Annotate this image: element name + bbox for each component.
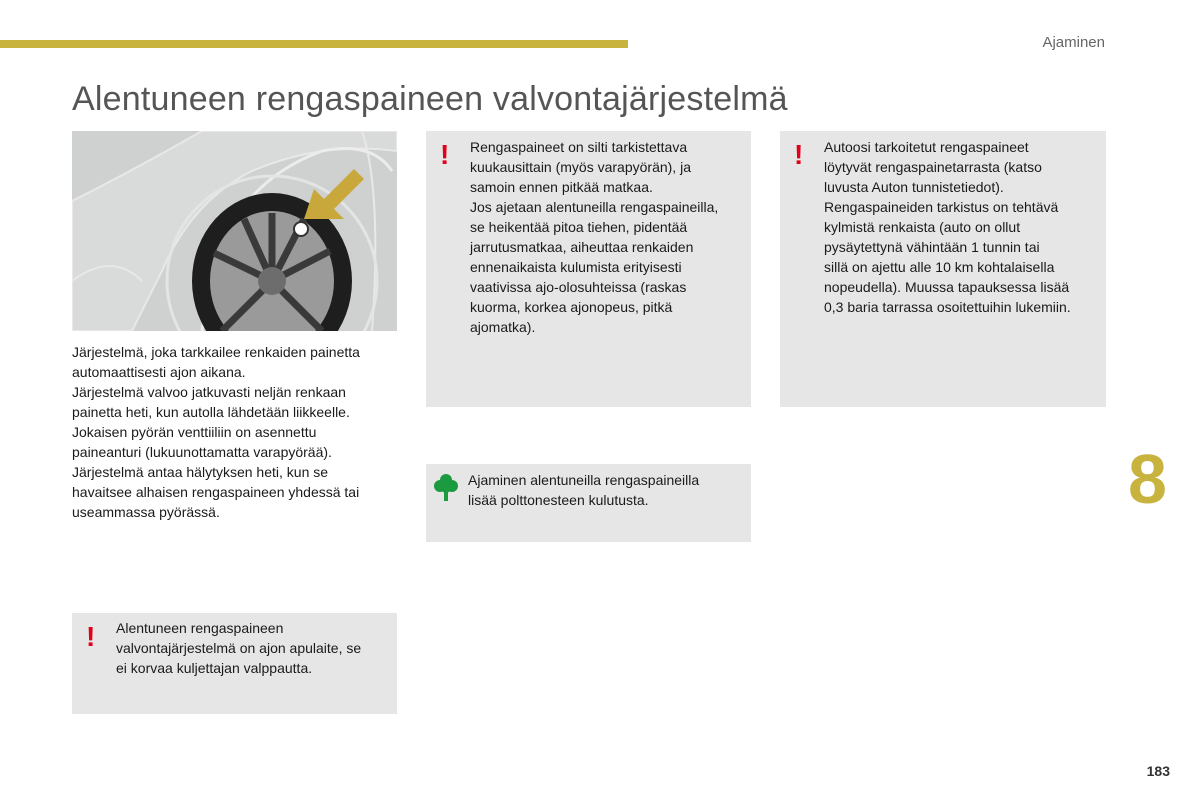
warning-line: Alentuneen rengaspaineen — [116, 620, 284, 636]
warning-line: kuorma, korkea ajonopeus, pitkä — [470, 299, 673, 315]
warning-box-driving-aid — [72, 613, 397, 714]
warning-line: sillä on ajettu alle 10 km kohtalaisella — [824, 259, 1055, 275]
warning-line: ennenaikaista kulumista erityisesti — [470, 259, 682, 275]
intro-line: Järjestelmä valvoo jatkuvasti neljän renkaan — [72, 384, 346, 400]
warning-line: jarrutusmatkaa, aiheuttaa renkaiden — [470, 239, 694, 255]
header-accent-bar — [0, 40, 628, 48]
intro-line: Järjestelmä antaa hälytyksen heti, kun se — [72, 464, 329, 480]
warning-line: ajomatka). — [470, 319, 536, 335]
warning-line: se heikentää pitoa tiehen, pidentää — [470, 219, 688, 235]
intro-line: painetta heti, kun autolla lähdetään liikkeelle. — [72, 404, 350, 420]
warning-box-pressure-check — [426, 131, 751, 407]
page-number: 183 — [1146, 763, 1170, 779]
intro-line: havaitsee alhaisen rengaspaineen yhdessä tai — [72, 484, 360, 500]
warning-icon: ! — [794, 139, 804, 170]
warning-text — [470, 137, 745, 337]
eco-note-text — [468, 470, 745, 510]
warning-line: Rengaspaineet on silti tarkistettava — [470, 139, 688, 155]
warning-box-pressure-label — [780, 131, 1106, 407]
warning-line: nopeudella). Muussa tapauksessa lisää — [824, 279, 1070, 295]
warning-line: 0,3 baria tarrassa osoitettuihin lukemiin. — [824, 299, 1071, 315]
chapter-number: 8 — [1128, 440, 1167, 518]
intro-line: Jokaisen pyörän venttiiliin on asennettu — [72, 424, 317, 440]
warning-line: Rengaspaineiden tarkistus on tehtävä — [824, 199, 1059, 215]
page-title: Alentuneen rengaspaineen valvontajärjestelmä — [72, 80, 788, 118]
warning-line: Autoosi tarkoitetut rengaspaineet — [824, 139, 1029, 155]
warning-line: kylmistä renkaista (auto on ollut — [824, 219, 1021, 235]
intro-line: useammassa pyörässä. — [72, 504, 220, 520]
leaf-icon — [434, 473, 458, 506]
warning-line: ei korvaa kuljettajan valppautta. — [116, 660, 313, 676]
warning-line: valvontajärjestelmä on ajon apulaite, se — [116, 640, 362, 656]
warning-text — [824, 137, 1100, 317]
warning-line: kuukausittain (myös varapyörän), ja — [470, 159, 691, 175]
intro-line: automaattisesti ajon aikana. — [72, 364, 246, 380]
eco-note-line: lisää polttonesteen kulutusta. — [468, 492, 649, 508]
intro-line: paineanturi (lukuunottamatta varapyörää). — [72, 444, 332, 460]
warning-text — [116, 618, 391, 678]
warning-line: pysäytettynä vähintään 1 tunnin tai — [824, 239, 1040, 255]
eco-note-line: Ajaminen alentuneilla rengaspaineilla — [468, 472, 700, 488]
eco-note-box — [426, 464, 751, 542]
warning-line: Jos ajetaan alentuneilla rengaspaineilla, — [470, 199, 719, 215]
warning-line: samoin ennen pitkää matkaa. — [470, 179, 653, 195]
warning-line: luvusta Auton tunnistetiedot). — [824, 179, 1004, 195]
section-name: Ajaminen — [1042, 34, 1105, 51]
wheel-valve-illustration — [72, 131, 397, 331]
warning-icon: ! — [440, 139, 450, 170]
warning-icon: ! — [86, 621, 96, 652]
warning-line: vaativissa ajo-olosuhteissa (raskas — [470, 279, 687, 295]
warning-line: löytyvät rengaspainetarrasta (katso — [824, 159, 1042, 175]
intro-text — [72, 342, 402, 522]
intro-line: Järjestelmä, joka tarkkailee renkaiden painetta — [72, 344, 360, 360]
